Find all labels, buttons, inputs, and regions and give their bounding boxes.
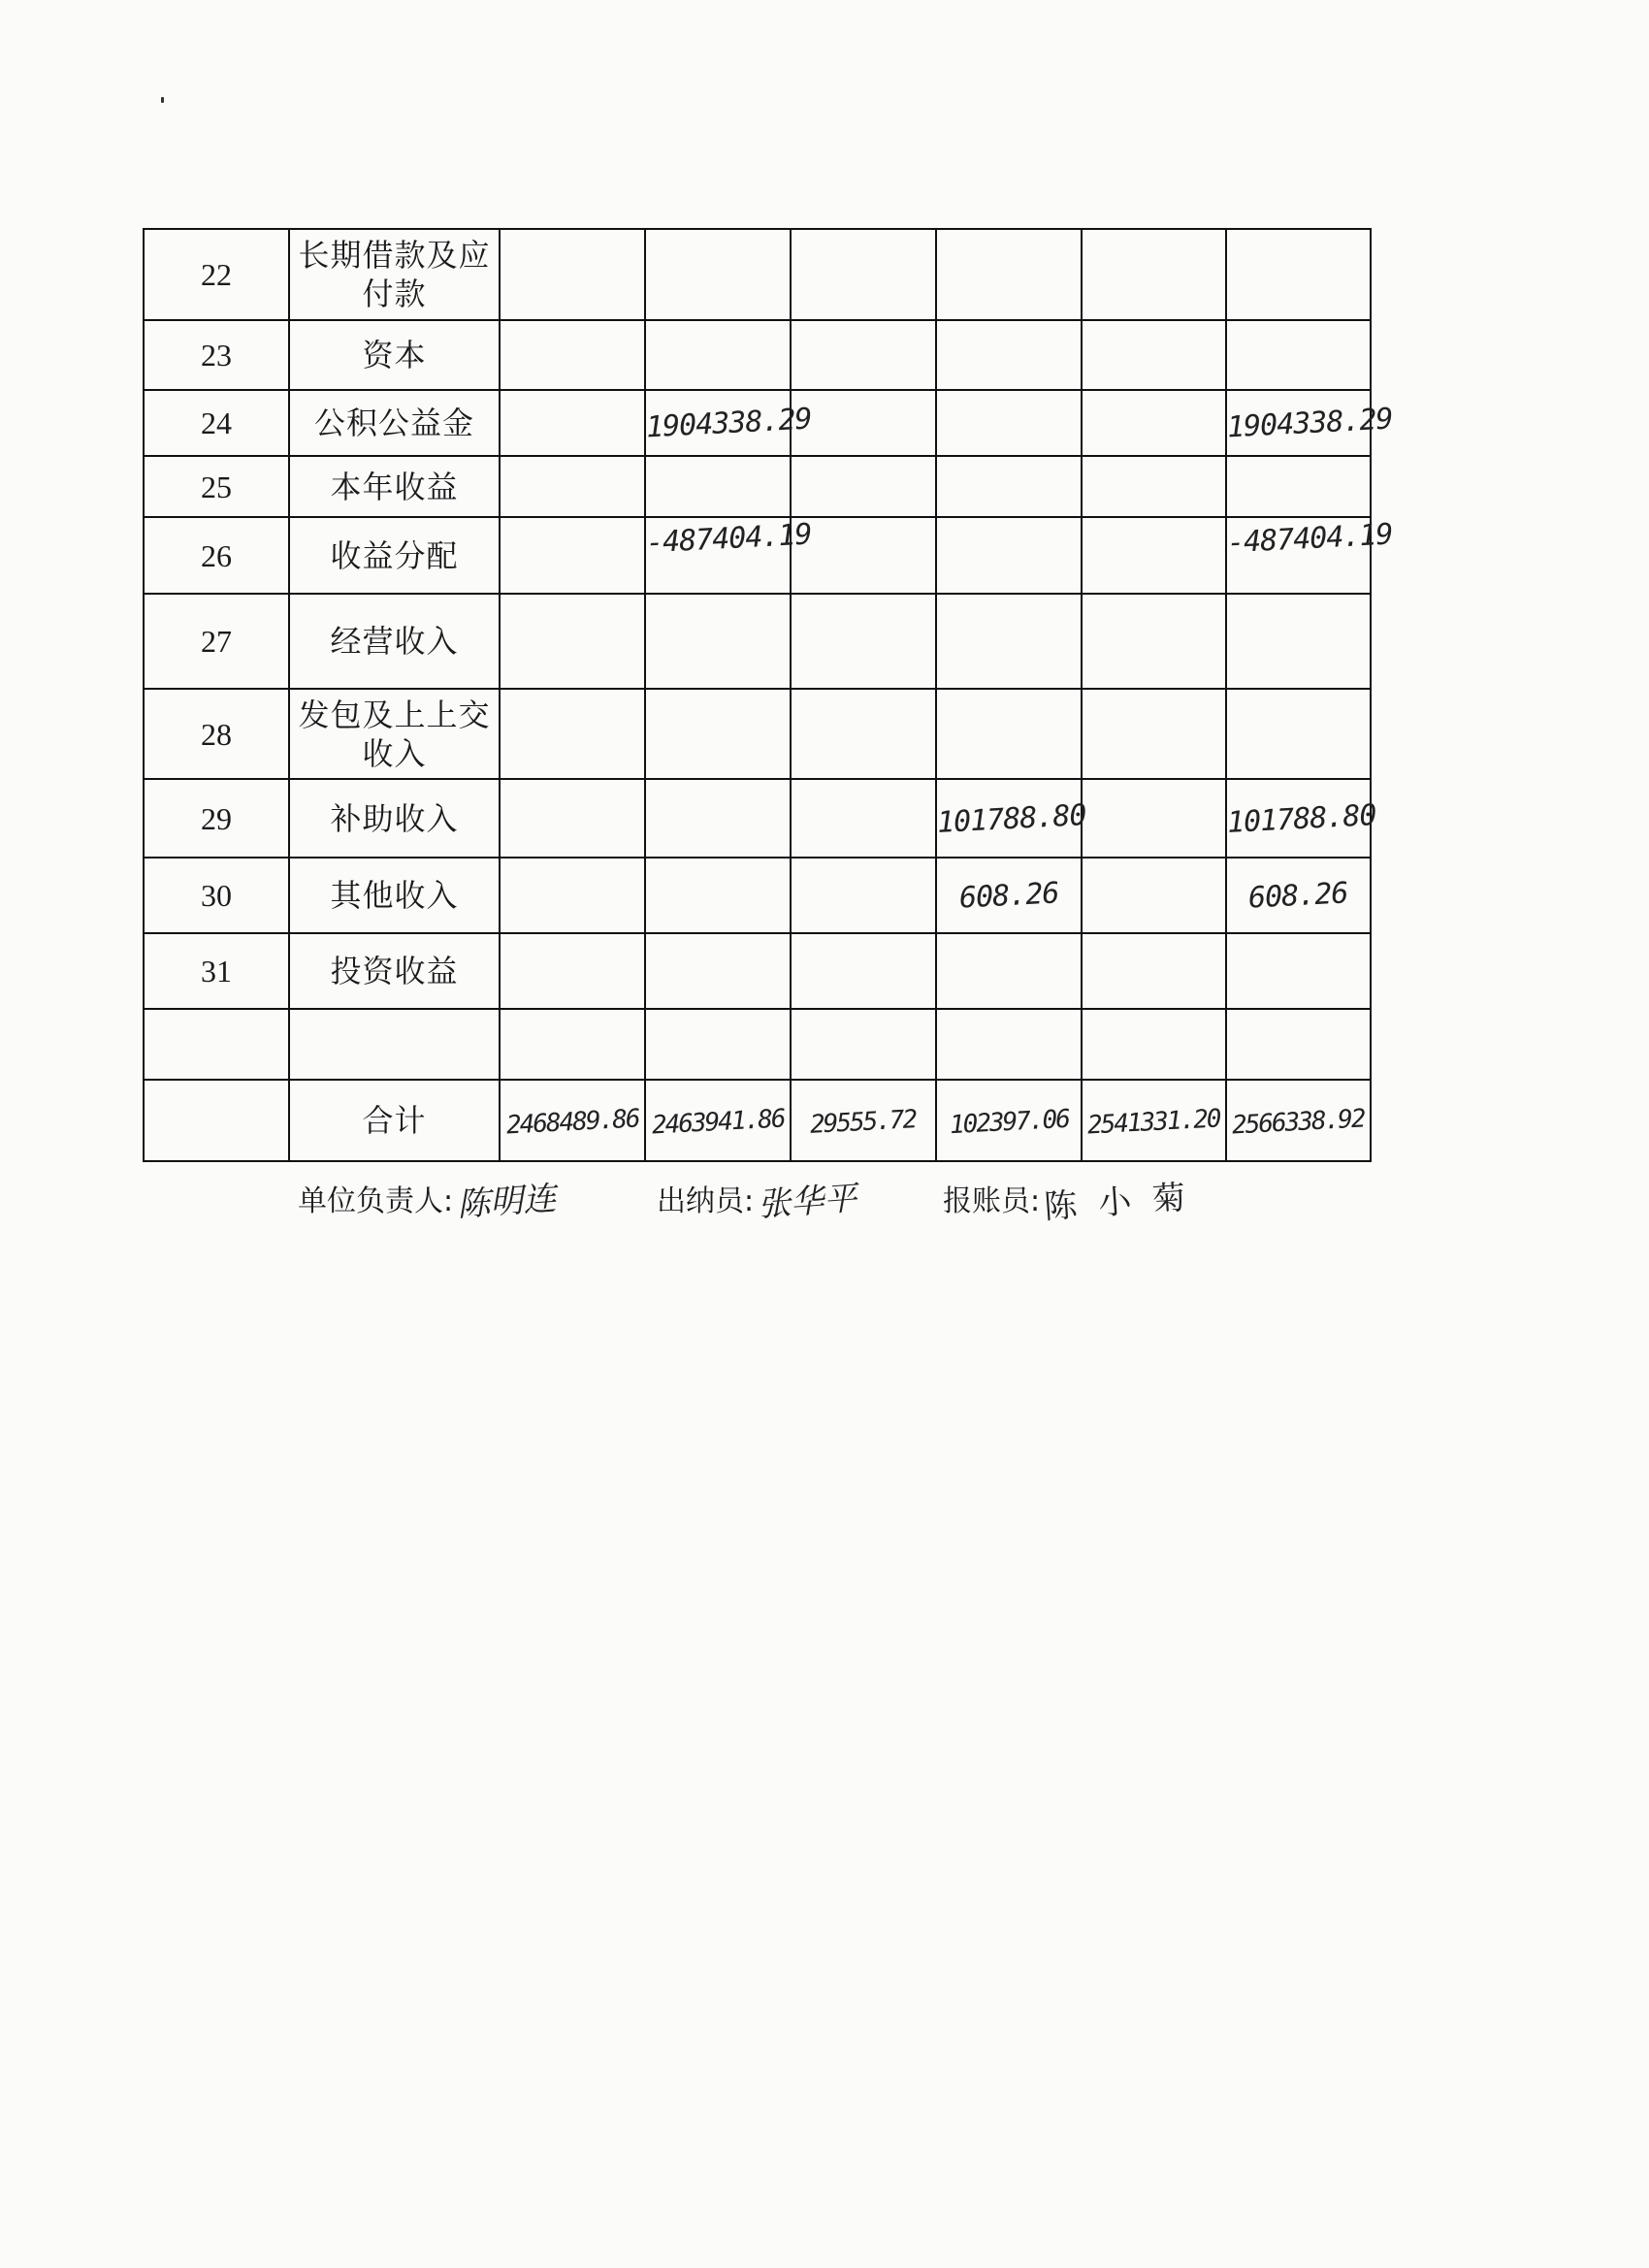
row-name [289, 933, 500, 1009]
row-name [289, 1009, 500, 1080]
unit-head-signature [298, 1169, 556, 1227]
total-row [144, 1080, 1371, 1161]
handwritten-amount: 1904338.29 [1226, 402, 1394, 445]
amount-cell [500, 229, 645, 320]
row-name-line1: 资本 [362, 337, 427, 373]
row-name-line1: 公积公益金 [313, 405, 474, 441]
amount-cell [1226, 689, 1371, 779]
amount-cell [645, 779, 791, 858]
total-cell [1226, 1080, 1371, 1161]
row-name-line1: 投资收益 [330, 953, 459, 989]
amount-cell [500, 689, 645, 779]
amount-cell [645, 933, 791, 1009]
row-name-line2: 收入 [362, 734, 427, 772]
handwritten-amount: 2541331.20 [1086, 1103, 1221, 1141]
handwritten-amount: 101788.80 [936, 797, 1087, 840]
row-name-line1: 发包及上上交 [298, 696, 491, 733]
row-name-line1: 收益分配 [330, 536, 459, 574]
scan-speck [161, 97, 164, 103]
amount-cell [1226, 320, 1371, 390]
row-number: 31 [144, 933, 289, 1009]
amount-cell [645, 1009, 791, 1080]
amount-cell [645, 229, 791, 320]
row-name [289, 594, 500, 689]
amount-cell [936, 320, 1082, 390]
total-cell [936, 1080, 1082, 1161]
amount-cell [936, 689, 1082, 779]
accountant-signature [943, 1169, 1207, 1227]
amount-cell [1082, 390, 1226, 456]
handwritten-amount: 2566338.92 [1231, 1103, 1366, 1141]
amount-cell [500, 858, 645, 933]
row-number: 28 [144, 689, 289, 779]
amount-cell [791, 779, 936, 858]
handwritten-amount: 1904338.29 [645, 402, 813, 445]
row-number: 23 [144, 320, 289, 390]
amount-cell [1082, 689, 1226, 779]
amount-cell [791, 1009, 936, 1080]
row-name [289, 390, 500, 456]
amount-cell [791, 320, 936, 390]
handwritten-amount: -487404.19 [1226, 517, 1394, 561]
amount-cell [1226, 933, 1371, 1009]
amount-cell [936, 858, 1082, 933]
amount-cell [936, 1009, 1082, 1080]
accountant-label: 报账员: [943, 1184, 1041, 1218]
amount-cell [791, 858, 936, 933]
table-row [144, 933, 1371, 1009]
row-number: 29 [144, 779, 289, 858]
amount-cell [645, 594, 791, 689]
amount-cell [936, 933, 1082, 1009]
total-label: 合计 [289, 1080, 500, 1161]
amount-cell [500, 517, 645, 594]
amount-cell [645, 320, 791, 390]
amount-cell [1226, 594, 1371, 689]
row-name-line1: 补助收入 [330, 799, 459, 837]
row-number: 25 [144, 456, 289, 517]
amount-cell [645, 689, 791, 779]
table-row [144, 320, 1371, 390]
row-name-line1: 本年收益 [330, 468, 459, 505]
table-row [144, 390, 1371, 456]
amount-cell [500, 320, 645, 390]
cashier-signature [657, 1169, 857, 1227]
row-number: 30 [144, 858, 289, 933]
amount-cell [936, 594, 1082, 689]
amount-cell [1226, 779, 1377, 858]
row-name-line1: 经营收入 [330, 623, 459, 660]
unit-head-handwritten-signature: 陈明连 [456, 1178, 558, 1225]
row-number: 22 [144, 229, 289, 320]
amount-cell [1082, 517, 1226, 594]
handwritten-amount: 608.26 [1247, 876, 1349, 916]
row-name [289, 320, 500, 390]
row-name [289, 779, 500, 858]
amount-cell [1226, 858, 1371, 933]
table-row [144, 229, 1371, 320]
amount-cell [1082, 320, 1226, 390]
total-cell [500, 1080, 645, 1161]
row-number: 26 [144, 517, 289, 594]
handwritten-amount: 608.26 [957, 876, 1060, 916]
amount-cell [500, 933, 645, 1009]
handwritten-amount: 2468489.86 [505, 1103, 639, 1141]
row-name [289, 689, 500, 779]
amount-cell [1082, 594, 1226, 689]
total-cell [1082, 1080, 1226, 1161]
table-row [144, 779, 1371, 858]
row-name [289, 858, 500, 933]
amount-cell [1226, 456, 1371, 517]
table-row [144, 858, 1371, 933]
row-name [289, 229, 500, 320]
row-number: 27 [144, 594, 289, 689]
amount-cell [645, 858, 791, 933]
table-row [144, 594, 1371, 689]
amount-cell [791, 456, 936, 517]
amount-cell [500, 779, 645, 858]
amount-cell [1082, 229, 1226, 320]
amount-cell [500, 594, 645, 689]
row-number [144, 1009, 289, 1080]
amount-cell [936, 229, 1082, 320]
amount-cell [791, 517, 936, 594]
amount-cell [936, 517, 1082, 594]
amount-cell [1226, 1009, 1371, 1080]
amount-cell [1082, 779, 1226, 858]
row-name [289, 517, 500, 594]
cashier-handwritten-signature: 张华平 [757, 1178, 858, 1225]
row-number [144, 1080, 289, 1161]
signature-line [298, 1169, 1365, 1237]
row-name-line1: 其他收入 [330, 877, 459, 914]
amount-cell [1082, 1009, 1226, 1080]
amount-cell [1226, 229, 1371, 320]
total-cell [645, 1080, 791, 1161]
table-row [144, 517, 1371, 594]
table-row [144, 1009, 1371, 1080]
table-row [144, 689, 1371, 779]
amount-cell [791, 933, 936, 1009]
handwritten-amount: 101788.80 [1226, 797, 1377, 840]
row-name-line2: 付款 [362, 275, 427, 312]
row-name-line1: 长期借款及应 [298, 237, 491, 274]
amount-cell [936, 779, 1087, 858]
amount-cell [500, 456, 645, 517]
cashier-label: 出纳员: [657, 1184, 755, 1218]
handwritten-amount: 2463941.86 [651, 1103, 785, 1141]
total-cell [791, 1080, 936, 1161]
handwritten-amount: -487404.19 [645, 517, 813, 561]
accountant-handwritten-signature: 陈小菊 [1043, 1176, 1209, 1227]
amount-cell [791, 390, 936, 456]
amount-cell [1082, 456, 1226, 517]
amount-cell [791, 594, 936, 689]
unit-head-label: 单位负责人: [298, 1184, 454, 1218]
amount-cell [1226, 517, 1394, 594]
amount-cell [500, 1009, 645, 1080]
amount-cell [645, 517, 813, 594]
amount-cell [500, 390, 645, 456]
amount-cell [791, 689, 936, 779]
handwritten-amount: 29555.72 [809, 1104, 918, 1140]
amount-cell [936, 456, 1082, 517]
ledger-table [143, 228, 1394, 1162]
amount-cell [1226, 390, 1394, 456]
amount-cell [1082, 933, 1226, 1009]
amount-cell [936, 390, 1082, 456]
ledger-body [144, 229, 1394, 1161]
table-row [144, 456, 1371, 517]
amount-cell [791, 229, 936, 320]
amount-cell [1082, 858, 1226, 933]
row-name [289, 456, 500, 517]
amount-cell [645, 456, 791, 517]
row-number: 24 [144, 390, 289, 456]
handwritten-amount: 102397.06 [948, 1104, 1070, 1140]
amount-cell [645, 390, 813, 456]
